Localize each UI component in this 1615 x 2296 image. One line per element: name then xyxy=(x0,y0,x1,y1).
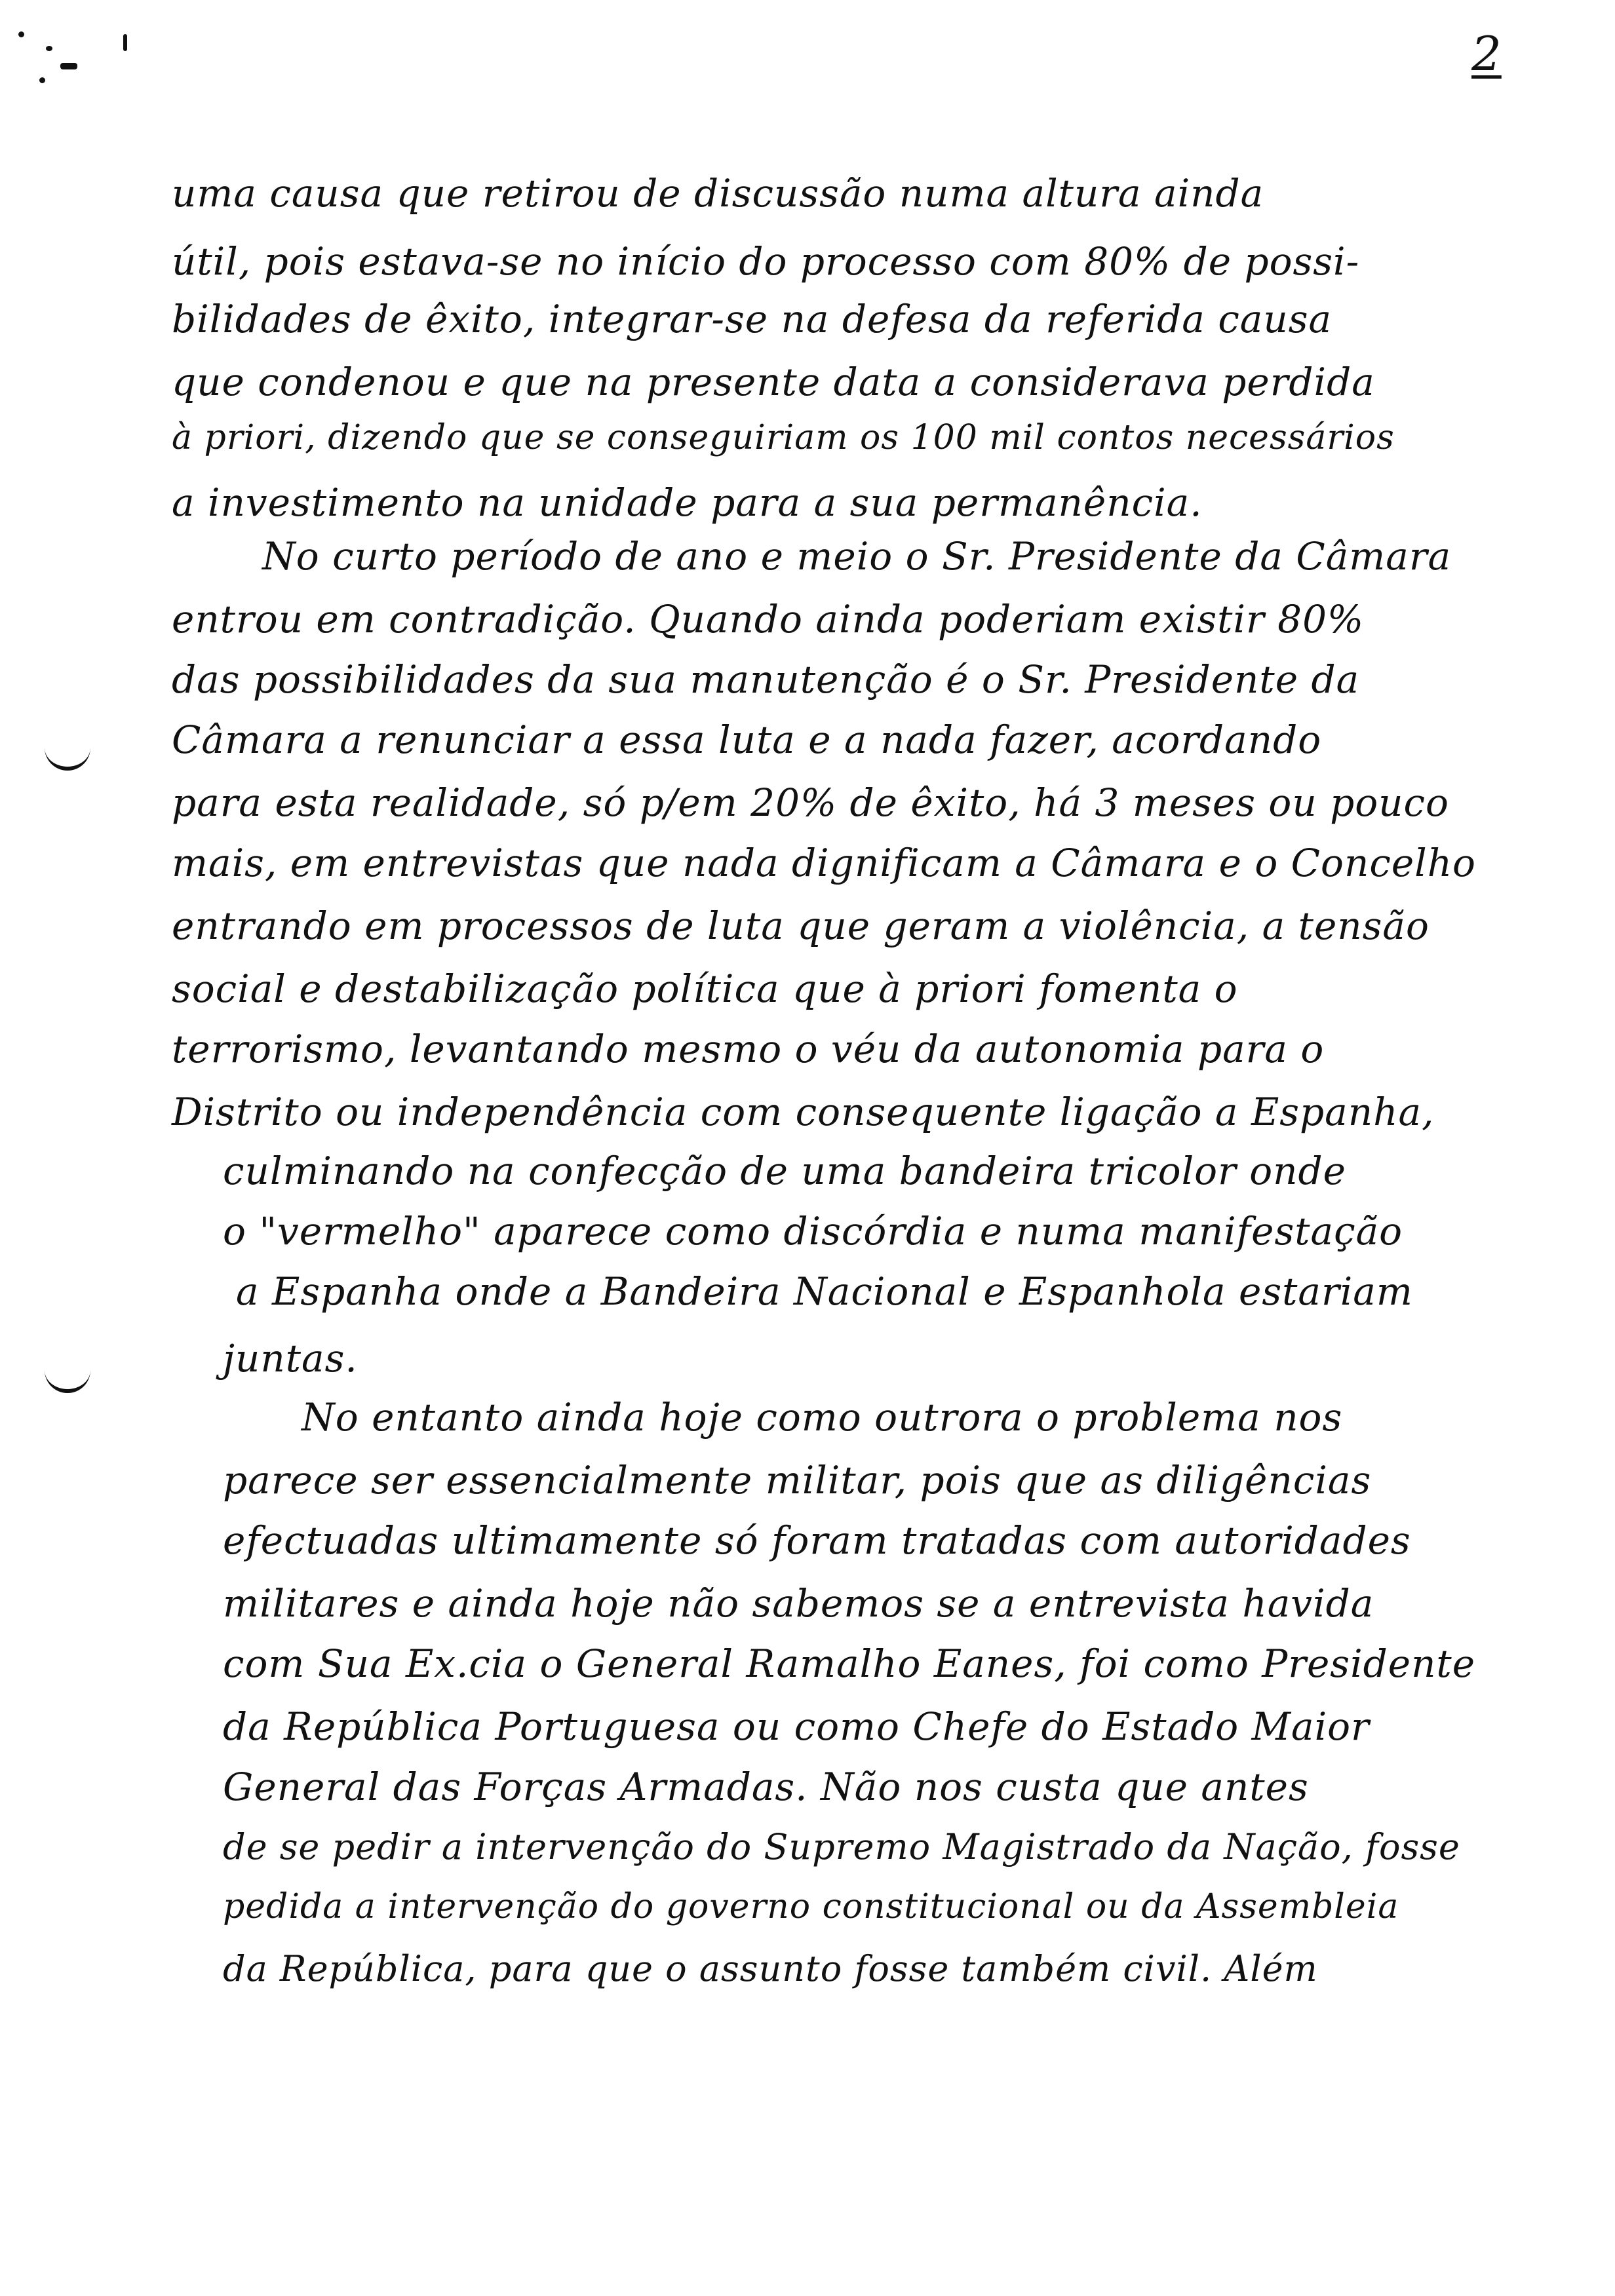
text-line: No curto período de ano e meio o Sr. Presidente da Câmara xyxy=(262,534,1452,579)
page-number: 2 xyxy=(1471,26,1502,81)
text-line: a investimento na unidade para a sua permanência. xyxy=(172,480,1203,525)
margin-hole-mark xyxy=(45,747,90,771)
scan-speck xyxy=(46,46,52,51)
margin-hole-mark xyxy=(45,1369,90,1393)
text-line: entrou em contradição. Quando ainda poderiam existir 80% xyxy=(172,597,1365,641)
text-line: mais, em entrevistas que nada dignificam a Câmara e o Concelho xyxy=(172,841,1476,885)
text-line: juntas. xyxy=(223,1336,358,1381)
text-line: culminando na confecção de uma bandeira tricolor onde xyxy=(223,1149,1346,1193)
text-line: efectuadas ultimamente só foram tratadas com autoridades xyxy=(223,1518,1411,1563)
scan-speck xyxy=(18,31,24,37)
text-line: militares e ainda hoje não sabemos se a entrevista havida xyxy=(223,1581,1374,1626)
text-line: da República, para que o assunto fosse também civil. Além xyxy=(223,1948,1318,1989)
text-line: para esta realidade, só p/em 20% de êxito, há 3 meses ou pouco xyxy=(172,780,1449,825)
scan-speck xyxy=(39,77,45,83)
text-line: à priori, dizendo que se conseguiriam os 100 mil contos necessários xyxy=(172,418,1395,457)
text-line: social e destabilização política que à priori fomenta o xyxy=(172,966,1238,1011)
text-line: No entanto ainda hoje como outrora o problema nos xyxy=(302,1395,1343,1440)
text-line: de se pedir a intervenção do Supremo Magistrado da Nação, fosse xyxy=(223,1826,1460,1867)
text-line: Distrito ou independência com consequente ligação a Espanha, xyxy=(172,1090,1435,1134)
text-line: das possibilidades da sua manutenção é o Sr. Presidente da xyxy=(172,657,1360,702)
text-line: General das Forças Armadas. Não nos custa que antes xyxy=(223,1765,1309,1809)
text-line: parece ser essencialmente militar, pois que as diligências xyxy=(223,1458,1372,1502)
text-line: o "vermelho" aparece como discórdia e numa manifestação xyxy=(223,1209,1403,1253)
text-line: bilidades de êxito, integrar-se na defesa da referida causa xyxy=(172,297,1333,341)
scan-speck xyxy=(123,34,127,51)
text-line: entrando em processos de luta que geram a violência, a tensão xyxy=(172,904,1430,948)
scan-speck xyxy=(60,63,77,69)
text-line: Câmara a renunciar a essa luta e a nada fazer, acordando xyxy=(172,718,1322,762)
text-line: a Espanha onde a Bandeira Nacional e Espanhola estariam xyxy=(236,1269,1413,1314)
text-line: com Sua Ex.cia o General Ramalho Eanes, foi como Presidente xyxy=(223,1641,1476,1686)
text-line: terrorismo, levantando mesmo o véu da autonomia para o xyxy=(172,1027,1325,1071)
text-line: uma causa que retirou de discussão numa altura ainda xyxy=(172,171,1264,216)
text-line: que condenou e que na presente data a considerava perdida xyxy=(172,360,1375,404)
text-line: pedida a intervenção do governo constitucional ou da Assembleia xyxy=(223,1887,1399,1926)
text-line: útil, pois estava-se no início do processo com 80% de possi- xyxy=(172,239,1360,284)
text-line: da República Portuguesa ou como Chefe do Estado Maior xyxy=(223,1704,1370,1749)
